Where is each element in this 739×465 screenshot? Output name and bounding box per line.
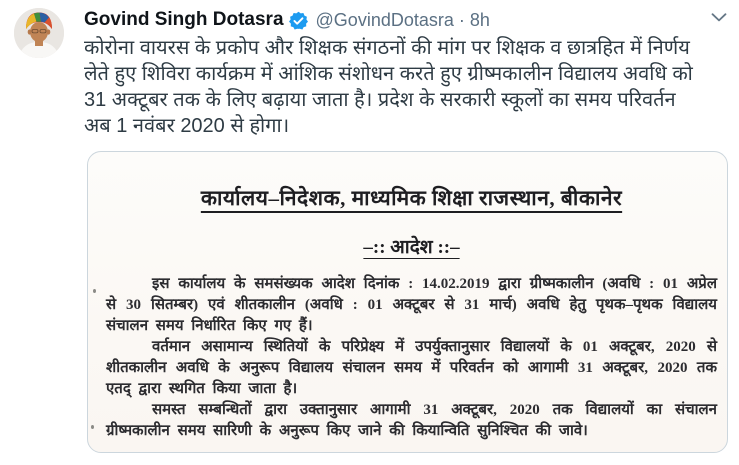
document-order-heading: –:: आदेश ::– (363, 237, 460, 258)
tweet-text: कोरोना वायरस के प्रकोप और शिक्षक संगठनों की मांग पर शिक्षक व छात्रहित में निर्णय लेते हुए शिविरा कार्यक्रम में आंशिक संशोधन करते हुए ग्रीष्मकालीन विद्यालय अवधि को 31 अक्टूबर तक के लिए बढ़ाया जाता है। प्रदेश के सरकारी स्कूलों का समय परिवर्तन अब 1 नवंबर 2020 से होगा। (84, 37, 693, 137)
turban-portrait-icon (14, 8, 64, 58)
tweet-header (84, 8, 732, 32)
verified-badge-icon (289, 11, 308, 30)
document-body (106, 274, 717, 442)
timestamp[interactable]: 8h (469, 10, 490, 30)
scan-artifact (93, 289, 96, 293)
separator-dot: · (458, 10, 465, 30)
document-paragraph-2: वर्तमान असामान्य स्थितियों के परिप्रेक्ष्य में उपर्युक्तानुसार विद्यालयों के 01 अक्टूबर, 2020 से शीतकालीन अवधि के अनुरूप विद्यालय संचालन समय में परिवर्तन को आगामी 31 अक्टूबर, 2020 तक एतद् द्वारा स्थगित किया जाता है। (106, 339, 717, 397)
handle-and-time (316, 8, 490, 32)
document-scan (88, 152, 727, 442)
author-name[interactable]: Govind Singh Dotasra (84, 9, 284, 30)
avatar[interactable] (14, 8, 64, 58)
document-paragraph-1: इस कार्यालय के समसंख्यक आदेश दिनांक : 14.02.2019 द्वारा ग्रीष्मकालीन (अवधि : 01 अप्रेल से 30 सितम्बर) एवं शीतकालीन (अवधि : 01 अक्टूबर से 31 मार्च) अवधि हेतु पृथक–पृथक विद्यालय संचालन समय निर्धारित किए गए हैं। (106, 276, 717, 334)
author-handle[interactable]: @GovindDotasra (315, 10, 454, 30)
scan-artifact (91, 425, 94, 429)
tweet-content (84, 8, 732, 453)
document-paragraph-3: समस्त सम्बन्धितों द्वारा उक्तानुसार आगामी 31 अक्टूबर, 2020 तक विद्यालयों का संचालन ग्रीष्मकालीन समय सारिणी के अनुरूप किए जाने की कियान्विति सुनिश्चित की जावे। (106, 402, 717, 439)
tweet-image-attachment[interactable] (87, 151, 728, 453)
document-title: कार्यालय–निदेशक, माध्यमिक शिक्षा राजस्थान, बीकानेर (200, 186, 623, 210)
